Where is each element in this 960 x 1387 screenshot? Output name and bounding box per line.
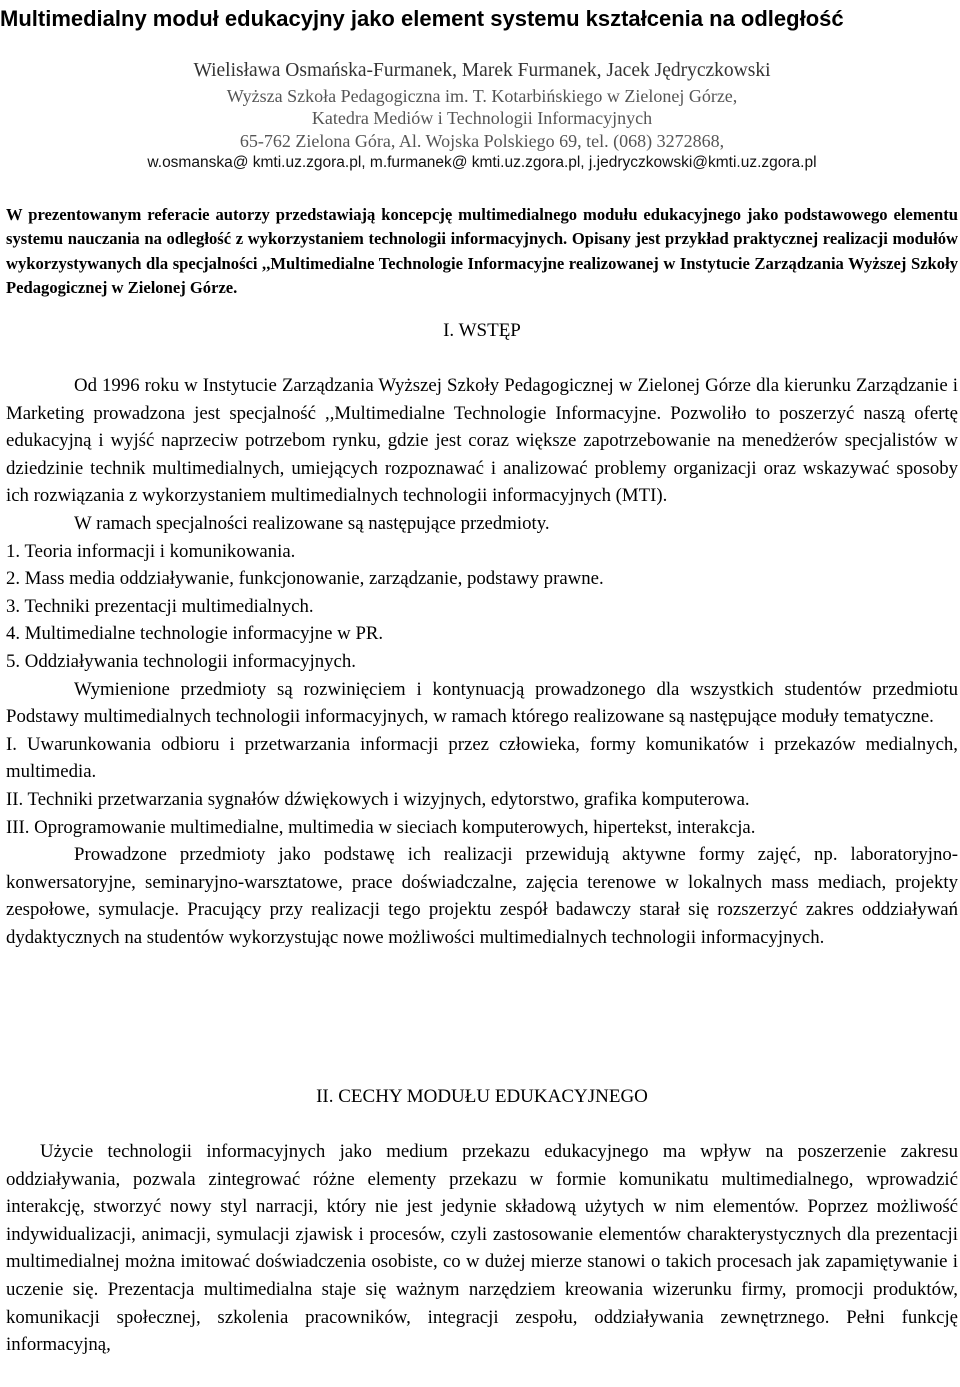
section-heading-intro: I. WSTĘP xyxy=(443,320,521,341)
subject-item: 5. Oddziaływania technologii informacyjnych. xyxy=(6,650,356,672)
subject-item: 4. Multimedialne technologie informacyjne w PR. xyxy=(6,623,384,645)
subject-item: 3. Techniki prezentacji multimedialnych. xyxy=(6,595,314,617)
section-features-body xyxy=(6,1138,958,1359)
abstract: W prezentowanym referacie autorzy przedstawiają koncepcję multimedialnego modułu edukacyjnego jako podstawowego elementu systemu nauczania na odległość z wykorzystaniem technologii informacyjnych. Opisany jest przykład praktycznej realizacji modułów wykorzystywanych dla specjalności ,,Multimedialne Technologie Informacyjne realizowanej w Instytucie Zarządzania Wyższej Szkoły Pedagogicznej w Zielonej Górze. xyxy=(6,205,958,298)
intro-paragraph-1: Od 1996 roku w Instytucie Zarządzania Wyższej Szkoły Pedagogicznej w Zielonej Górze dla kierunku Zarządzanie i Marketing prowadzona jest specjalność ,,Multimedialne Technologie Informacyjne. Pozwoliło to poszerzyć naszą ofertę edukacyjną i wyjść naprzeciw potrzebom rynku, gdzie jest coraz większe zapotrzebowanie na menedżerów specjalistów w dziedzinie technik multimedialnych, umiejących rozpoznawać i analizować problemy organizacji oraz wskazywać sposoby ich rozwiązania z wykorzystaniem multimedialnych technologii informacyjnych (MTI). xyxy=(6,375,958,507)
intro-paragraph-2: W ramach specjalności realizowane są następujące przedmioty. xyxy=(74,512,550,534)
section-heading-module-features: II. CECHY MODUŁU EDUKACYJNEGO xyxy=(316,1086,648,1107)
module-item: III. Oprogramowanie multimedialne, multimedia w sieciach komputerowych, hipertekst, interakcja. xyxy=(6,816,756,838)
author-emails: w.osmanska@ kmti.uz.zgora.pl, m.furmanek@ kmti.uz.zgora.pl, j.jedryczkowski@kmti.uz.zgora.pl xyxy=(147,154,817,171)
module-item: II. Techniki przetwarzania sygnałów dźwiękowych i wizyjnych, edytorstwo, grafika komputerowa. xyxy=(6,788,750,810)
authors: Wielisława Osmańska-Furmanek, Marek Furmanek, Jacek Jędryczkowski xyxy=(193,60,771,81)
features-paragraph-1: Użycie technologii informacyjnych jako medium przekazu edukacyjnego ma wpływ na poszerzenie zakresu oddziaływania, pozwala zintegrować różne elementy przekazu w formie komunikatu multimedialnego, wprowadzić interakcję, stworzyć nowy styl narracji, który nie jest jedynie składową użytych w nim elementów. Poprzez możliwość indywidualizacji, animacji, symulacji zjawisk i procesów, czyli zastosowanie elementów charakterystycznych dla prezentacji multimedialnej można imitować doświadczenia osobiste, co w dużej mierze stanowi o takich procesach jak zapamiętywanie i uczenie się. Prezentacja multimedialna staje się ważnym narzędziem kreowania wizerunku firmy, promocji produktów, komunikacji społecznej, szkolenia pracowników, integracji zespołu, oddziaływania zewnętrznego. Pełni funkcję informacyjną, xyxy=(6,1141,958,1356)
affiliation-line-3: 65-762 Zielona Góra, Al. Wojska Polskiego 69, tel. (068) 3272868, xyxy=(239,131,725,151)
module-item: I. Uwarunkowania odbioru i przetwarzania informacji przez człowieka, formy komunikatów i przekazów medialnych, multimedia. xyxy=(6,733,958,783)
paper-title: Multimedialny moduł edukacyjny jako element systemu kształcenia na odległość xyxy=(0,6,844,31)
section-intro-body xyxy=(6,372,958,951)
intro-paragraph-4: Prowadzone przedmioty jako podstawę ich realizacji przewidują aktywne formy zajęć, np. laboratoryjno-konwersatoryjne, seminaryjno-warsztatowe, prace doświadczalne, zajęcia terenowe w lokalnych mass mediach, projekty zespołowe, symulacje. Pracujący przy realizacji tego projektu zespół badawczy starał się rozszerzyć zakres oddziaływań dydaktycznych na studentów wykorzystując nowe możliwości multimedialnych technologii informacyjnych. xyxy=(6,844,958,948)
subject-item: 2. Mass media oddziaływanie, funkcjonowanie, zarządzanie, podstawy prawne. xyxy=(6,568,604,590)
affiliation-line-2: Katedra Mediów i Technologii Informacyjnych xyxy=(311,108,653,128)
affiliation-line-1: Wyższa Szkoła Pedagogiczna im. T. Kotarbińskiego w Zielonej Górze, xyxy=(226,86,738,106)
intro-paragraph-3: Wymienione przedmioty są rozwinięciem i kontynuacją prowadzonego dla wszystkich studentów przedmiotu Podstawy multimedialnych technologii informacyjnych, w ramach którego realizowane są następujące moduły tematyczne. xyxy=(6,678,958,728)
subject-item: 1. Teoria informacji i komunikowania. xyxy=(6,540,296,562)
